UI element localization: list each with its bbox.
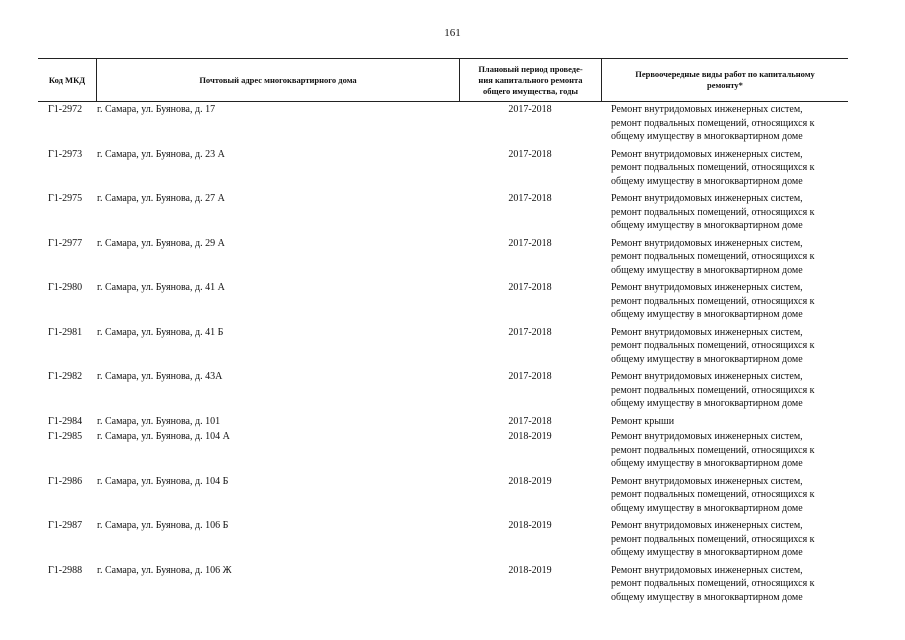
- row-works-line: Ремонт внутридомовых инженерных систем,: [611, 431, 803, 442]
- header-period-line: Плановый период проведе-: [478, 63, 583, 74]
- row-works: [601, 326, 848, 371]
- row-works-line: Ремонт крыши: [611, 415, 675, 427]
- row-works: [601, 370, 848, 415]
- row-code: Г1-2986: [48, 475, 83, 487]
- row-works: [601, 281, 848, 326]
- row-works-line: ремонт подвальных помещений, относящихся к: [611, 162, 815, 173]
- row-works-line: Ремонт внутридомовых инженерных систем,: [611, 104, 803, 115]
- row-works-line: ремонт подвальных помещений, относящихся к: [611, 206, 815, 218]
- row-works-line: ремонт подвальных помещений, относящихся к: [611, 295, 815, 307]
- row-period: 2018-2019: [508, 520, 552, 531]
- row-address: г. Самара, ул. Буянова, д. 101: [97, 415, 221, 427]
- table-row: [38, 564, 848, 609]
- row-works-line: ремонт подвальных помещений, относящихся к: [611, 444, 815, 456]
- row-period: 2017-2018: [508, 282, 552, 293]
- row-works-line: общему имуществу в многоквартирном доме: [611, 353, 803, 365]
- row-works: [601, 148, 848, 193]
- row-period: 2018-2019: [508, 564, 552, 576]
- table-row: [38, 326, 848, 371]
- row-works-line: Ремонт внутридомовых инженерных систем,: [611, 520, 803, 531]
- row-code: Г1-2977: [48, 237, 83, 249]
- header-works-line: Первоочередные виды работ по капитальному: [635, 69, 815, 79]
- row-address: г. Самара, ул. Буянова, д. 17: [97, 104, 216, 115]
- row-works-line: ремонт подвальных помещений, относящихся к: [611, 533, 815, 545]
- row-address: г. Самара, ул. Буянова, д. 43А: [97, 371, 223, 382]
- row-works-line: общему имуществу в многоквартирном доме: [611, 591, 803, 603]
- row-works-line: общему имуществу в многоквартирном доме: [611, 175, 803, 187]
- table-row: [38, 370, 848, 415]
- row-works-line: ремонт подвальных помещений, относящихся к: [611, 117, 815, 129]
- table-header: [38, 58, 848, 102]
- row-period: 2018-2019: [508, 475, 552, 487]
- row-address: г. Самара, ул. Буянова, д. 104 Б: [97, 475, 229, 487]
- row-period: 2017-2018: [508, 371, 552, 382]
- header-period-line: ния капитального ремонта: [478, 74, 583, 85]
- row-works-line: ремонт подвальных помещений, относящихся к: [611, 489, 815, 500]
- row-works-line: Ремонт внутридомовых инженерных систем,: [611, 564, 803, 576]
- page-number: 161: [444, 27, 461, 39]
- row-period: 2017-2018: [508, 193, 552, 204]
- table-row: [38, 192, 848, 237]
- row-address: г. Самара, ул. Буянова, д. 41 Б: [97, 326, 224, 338]
- row-works-line: Ремонт внутридомовых инженерных систем,: [611, 193, 803, 204]
- row-address: г. Самара, ул. Буянова, д. 23 А: [97, 148, 225, 160]
- row-code: Г1-2985: [48, 431, 83, 442]
- row-works-line: ремонт подвальных помещений, относящихся к: [611, 578, 815, 589]
- table-row: [38, 103, 848, 148]
- row-code: Г1-2984: [48, 415, 83, 427]
- table-row: [38, 475, 848, 520]
- row-works-line: ремонт подвальных помещений, относящихся к: [611, 340, 815, 351]
- row-address: г. Самара, ул. Буянова, д. 106 Б: [97, 520, 229, 531]
- row-code: Г1-2972: [48, 104, 83, 115]
- row-works-line: ремонт подвальных помещений, относящихся к: [611, 384, 815, 396]
- row-code: Г1-2987: [48, 520, 83, 531]
- row-works: [601, 564, 848, 609]
- row-works: [601, 103, 848, 148]
- row-works: [601, 475, 848, 520]
- row-address: г. Самара, ул. Буянова, д. 27 А: [97, 193, 225, 204]
- row-works: [601, 192, 848, 237]
- row-period: 2017-2018: [508, 415, 552, 427]
- header-period: [459, 59, 601, 101]
- row-works-line: общему имуществу в многоквартирном доме: [611, 264, 803, 276]
- header-period-line: общего имущества, годы: [482, 85, 579, 96]
- table-body: [38, 103, 848, 608]
- table-row: [38, 415, 848, 431]
- row-code: Г1-2981: [48, 326, 83, 338]
- row-period: 2017-2018: [508, 237, 552, 249]
- row-works-line: общему имуществу в многоквартирном доме: [611, 309, 803, 320]
- row-code: Г1-2980: [48, 282, 83, 293]
- row-code: Г1-2975: [48, 193, 83, 204]
- row-code: Г1-2973: [48, 148, 83, 160]
- row-works-line: Ремонт внутридомовых инженерных систем,: [611, 148, 803, 160]
- row-period: 2018-2019: [508, 431, 552, 442]
- header-code: Код МКД: [48, 74, 86, 85]
- row-address: г. Самара, ул. Буянова, д. 104 А: [97, 431, 230, 442]
- row-works-line: общему имуществу в многоквартирном доме: [611, 502, 803, 514]
- row-works-line: общему имуществу в многоквартирном доме: [611, 220, 803, 231]
- row-code: Г1-2988: [48, 564, 83, 576]
- table-row: [38, 281, 848, 326]
- row-works: [601, 415, 848, 431]
- row-works-line: общему имуществу в многоквартирном доме: [611, 458, 803, 469]
- row-works-line: Ремонт внутридомовых инженерных систем,: [611, 475, 803, 487]
- row-period: 2017-2018: [508, 326, 552, 338]
- row-works-line: общему имуществу в многоквартирном доме: [611, 131, 803, 142]
- row-works-line: Ремонт внутридомовых инженерных систем,: [611, 326, 803, 338]
- row-address: г. Самара, ул. Буянова, д. 29 А: [97, 237, 225, 249]
- row-works-line: Ремонт внутридомовых инженерных систем,: [611, 282, 803, 293]
- row-works: [601, 519, 848, 564]
- row-address: г. Самара, ул. Буянова, д. 41 А: [97, 282, 225, 293]
- row-address: г. Самара, ул. Буянова, д. 106 Ж: [97, 564, 232, 576]
- row-works-line: общему имуществу в многоквартирном доме: [611, 398, 803, 409]
- header-works-line: ремонту*: [707, 80, 743, 90]
- table-row: [38, 519, 848, 564]
- header-works: [601, 59, 848, 101]
- row-works-line: Ремонт внутридомовых инженерных систем,: [611, 237, 803, 249]
- row-period: 2017-2018: [508, 104, 552, 115]
- header-address: Почтовый адрес многоквартирного дома: [96, 59, 459, 101]
- row-works: [601, 237, 848, 282]
- row-works-line: ремонт подвальных помещений, относящихся к: [611, 251, 815, 262]
- row-code: Г1-2982: [48, 371, 83, 382]
- table-row: [38, 148, 848, 193]
- row-works-line: общему имуществу в многоквартирном доме: [611, 547, 803, 558]
- row-works-line: Ремонт внутридомовых инженерных систем,: [611, 371, 803, 382]
- table-row: [38, 237, 848, 282]
- table-row: [38, 430, 848, 475]
- row-period: 2017-2018: [508, 148, 552, 160]
- row-works: [601, 430, 848, 475]
